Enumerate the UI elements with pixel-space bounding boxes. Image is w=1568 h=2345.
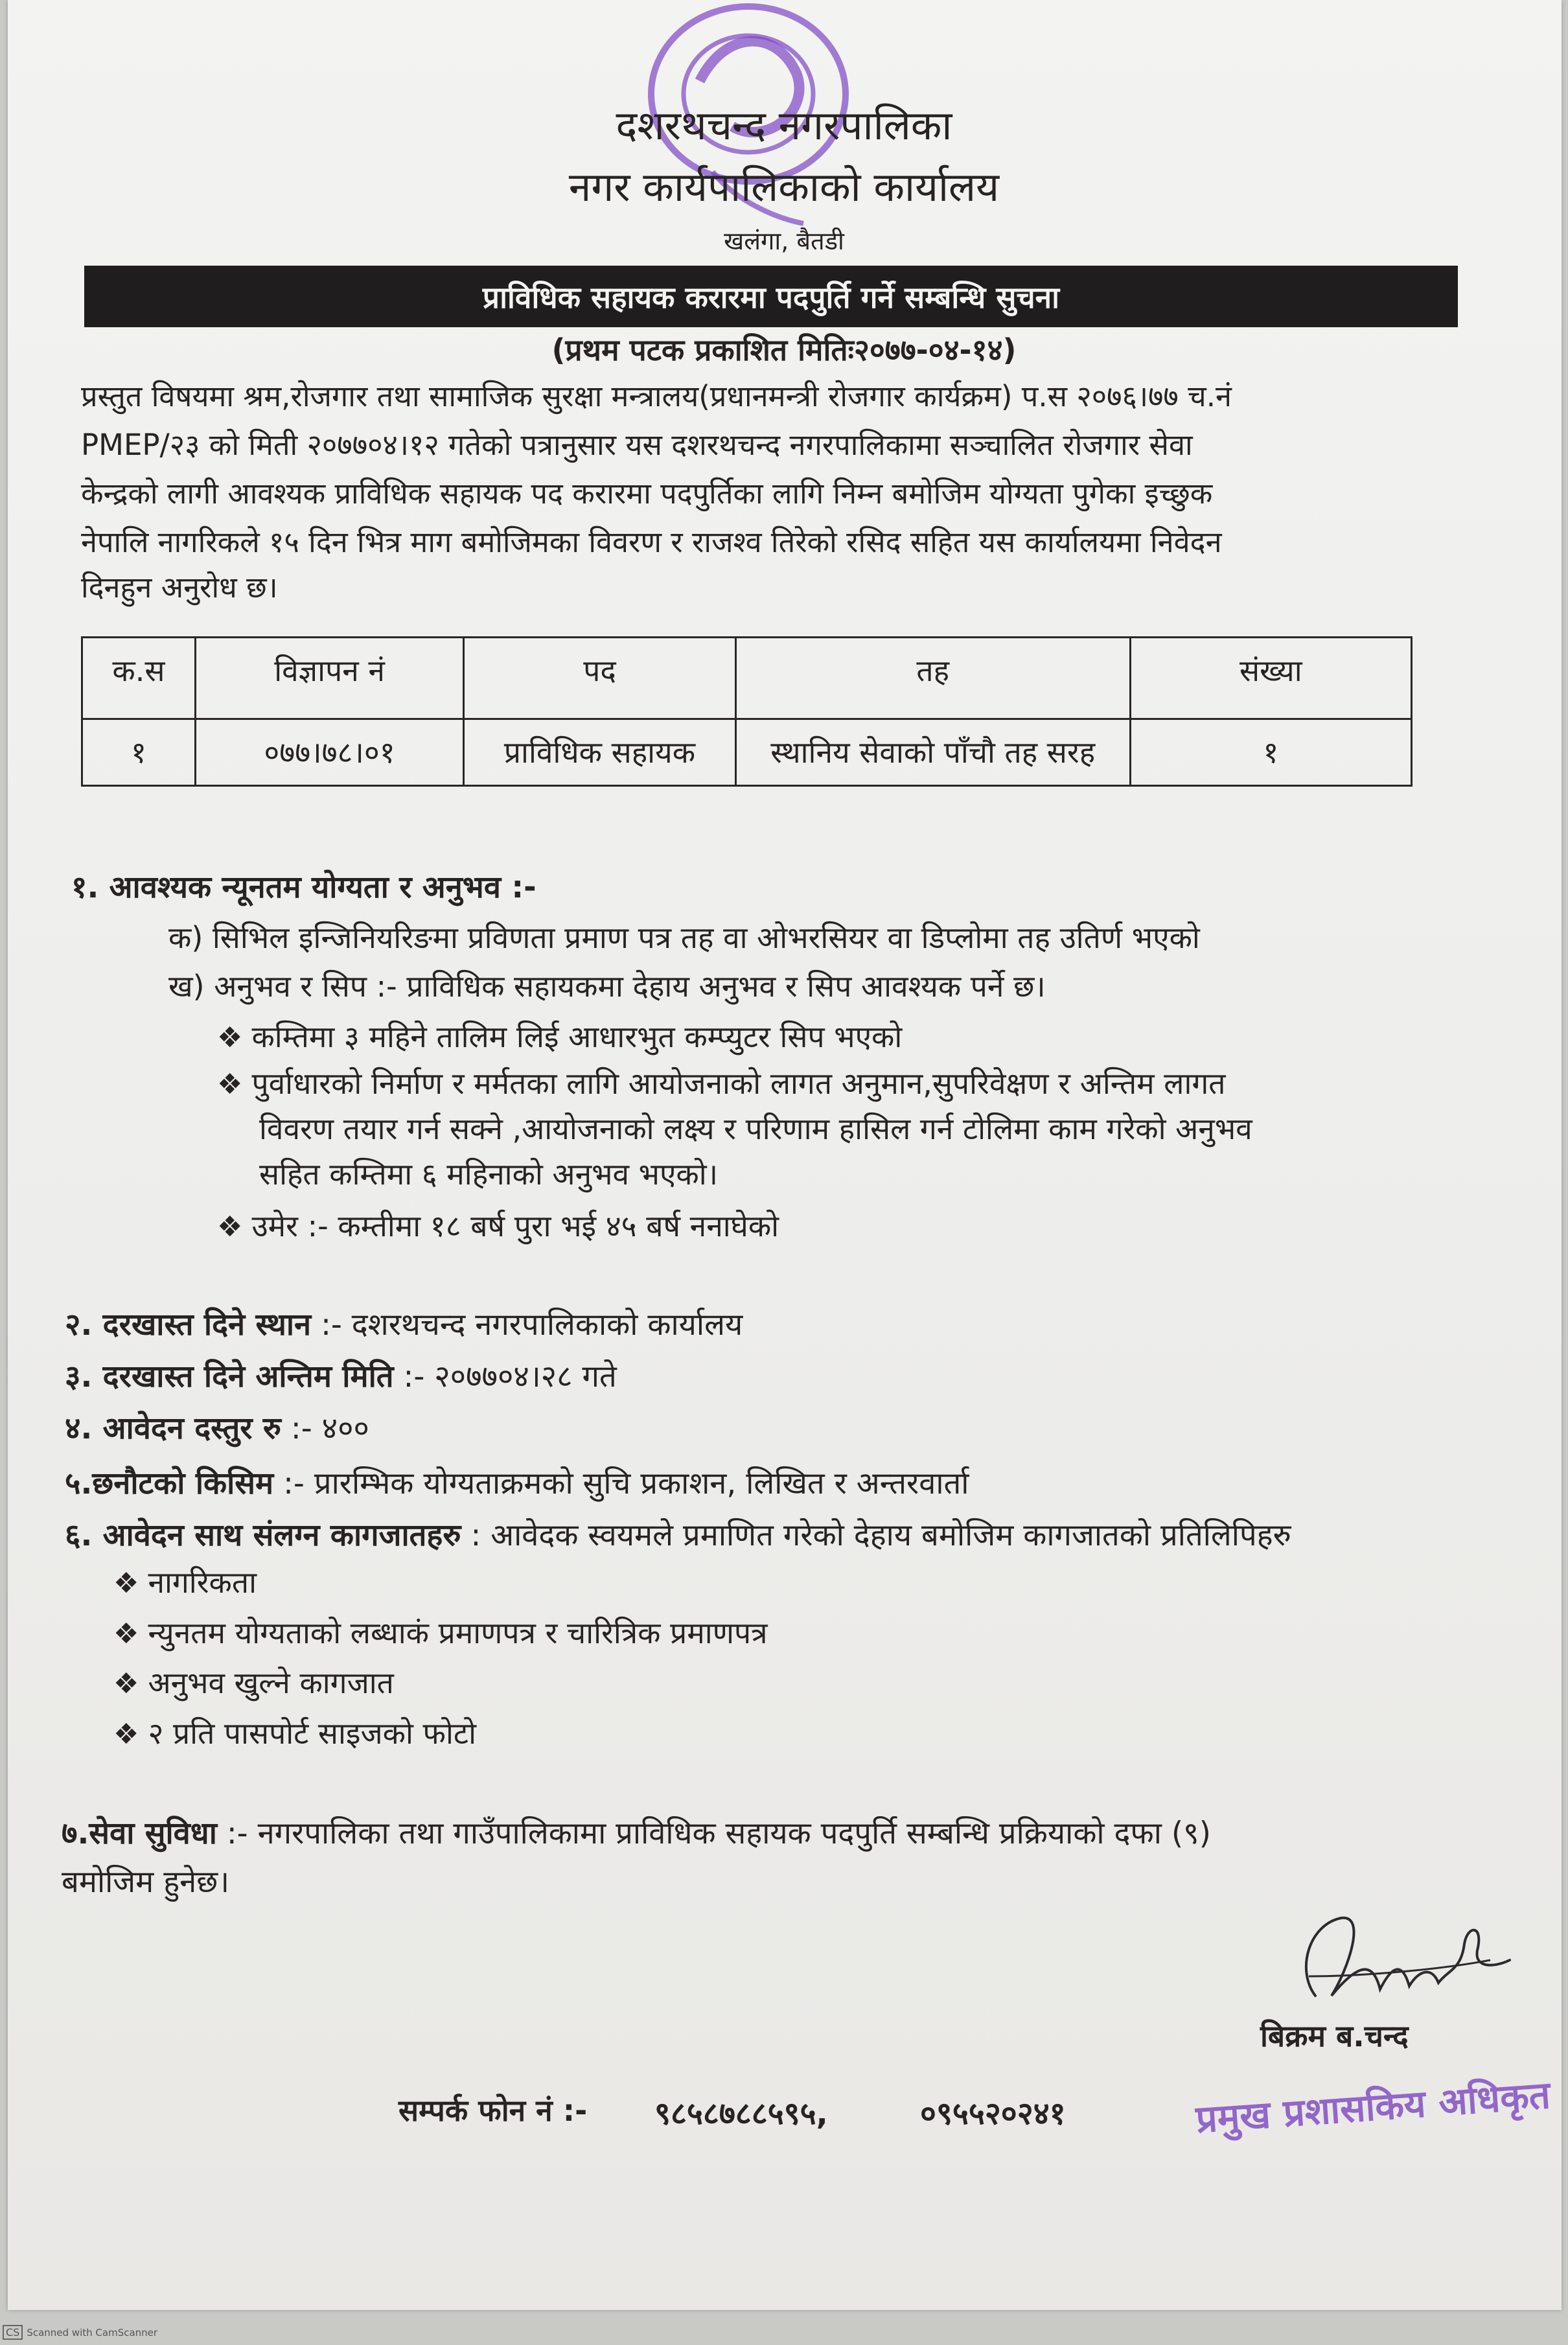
document-item-4-text: २ प्रति पासपोर्ट साइजको फोटो	[148, 1716, 476, 1751]
item-4	[65, 1406, 369, 1448]
vacancy-table	[81, 636, 1412, 787]
item-2-label: २. दरखास्त दिने स्थान	[65, 1307, 312, 1343]
document-item-3-text: अनुभव खुल्ने कागजात	[148, 1665, 394, 1700]
diamond-bullet-icon: ❖	[113, 1567, 139, 1600]
col-header-post: पद	[464, 638, 735, 719]
document-item-4	[113, 1713, 476, 1753]
document-item-3	[113, 1662, 394, 1702]
contact-phone-1: ९८५८७८८५९५,	[654, 2096, 828, 2132]
contact-label: सम्पर्क फोन नं :-	[398, 2093, 588, 2128]
office-name: नगर कार्यपालिकाको कार्यालय	[568, 163, 1000, 211]
col-header-level: तह	[735, 638, 1130, 719]
item-3	[65, 1354, 617, 1396]
document-item-1	[113, 1562, 257, 1602]
item-3-label: ३. दरखास्त दिने अन्तिम मिति	[65, 1359, 394, 1394]
item-6-value: : आवेदक स्वयमले प्रमाणित गरेको देहाय बमोजिम कागजातको प्रतिलिपिहरु	[470, 1518, 1291, 1553]
cell-count: १	[1130, 719, 1411, 786]
item-7-value-line-2: बमोजिम हुनेछ।	[62, 1864, 230, 1900]
skill-bullet-2-line-3: सहित कम्तिमा ६ महिनाको अनुभव भएको।	[259, 1157, 719, 1192]
skill-bullet-2-line-1: पुर्वाधारको निर्माण र मर्मतका लागि आयोजनाको लागत अनुमान,सुपरिवेक्षण र अन्तिम लागत	[251, 1066, 1226, 1101]
document-item-1-text: नागरिकता	[148, 1565, 257, 1600]
intro-line-3: केन्द्रको लागी आवश्यक प्राविधिक सहायक पद करारमा पदपुर्तिका लागि निम्न बमोजिम योग्यता पुगेका इच्छुक	[81, 476, 1213, 511]
scanner-text: Scanned with CamScanner	[27, 2327, 158, 2339]
item-3-value: :- २०७७०४।२८ गते	[403, 1359, 617, 1394]
intro-line-1: प्रस्तुत विषयमा श्रम,रोजगार तथा सामाजिक सुरक्षा मन्त्रालय(प्रधानमन्त्री रोजगार कार्यक्रम) प.स २०७६।७७ च.नं	[81, 379, 1232, 413]
item-6-label: ६. आवेदन साथ संलग्न कागजातहरु	[65, 1518, 461, 1553]
handwritten-signature	[1270, 1899, 1516, 2022]
requirement-a: क) सिभिल इन्जिनियरिङमा प्रविणता प्रमाण पत्र तह वा ओभरसियर वा डिप्लोमा तह उतिर्ण भएको	[168, 920, 1200, 955]
intro-line-5: दिनहुन अनुरोध छ।	[81, 570, 278, 605]
document-item-2	[113, 1612, 767, 1652]
scanner-watermark	[3, 2325, 157, 2340]
cell-sn: १	[82, 719, 196, 786]
table-header-row	[82, 638, 1412, 719]
notice-title: प्राविधिक सहायक करारमा पदपुर्ति गर्ने सम्बन्धि सुचना	[482, 279, 1060, 315]
diamond-bullet-icon: ❖	[113, 1718, 139, 1751]
cell-level: स्थानिय सेवाको पाँचौ तह सरह	[735, 719, 1130, 786]
cell-ad-number: ०७७।७८।०१	[195, 719, 463, 786]
skill-bullet-3	[217, 1205, 779, 1245]
item-7-label: ७.सेवा सुविधा	[62, 1816, 217, 1851]
item-5-label: ५.छनौटको किसिम	[65, 1466, 274, 1501]
item-5-value: :- प्रारम्भिक योग्यताक्रमको सुचि प्रकाशन, लिखित र अन्तरवार्ता	[283, 1466, 969, 1501]
diamond-bullet-icon: ❖	[217, 1210, 243, 1243]
skill-bullet-2-line-2: विवरण तयार गर्न सक्ने ,आयोजनाको लक्ष्य र परिणाम हासिल गर्न टोलिमा काम गरेको अनुभव	[259, 1111, 1252, 1146]
skill-bullet-1	[217, 1016, 902, 1056]
col-header-ad-number: विज्ञापन नं	[195, 638, 463, 719]
intro-line-4: नेपालि नागरिकले १५ दिन भित्र माग बमोजिमका विवरण र राजश्व तिरेको रसिद सहित यस कार्यालयमा निवेदन	[81, 525, 1222, 559]
signatory-name: बिक्रम ब.चन्द	[1260, 2018, 1409, 2053]
skill-bullet-3-text: उमेर :- कम्तीमा १८ बर्ष पुरा भई ४५ बर्ष ननाघेको	[251, 1208, 779, 1243]
skill-bullet-2	[217, 1063, 1226, 1103]
camscanner-logo-icon: CS	[3, 2325, 23, 2340]
col-header-count: संख्या	[1130, 638, 1411, 719]
requirements-heading: १. आवश्यक न्यूनतम योग्यता र अनुभव :-	[71, 870, 536, 905]
item-5	[65, 1461, 969, 1503]
notice-title-banner	[84, 266, 1458, 327]
municipality-name: दशरथचन्द नगरपालिका	[616, 102, 952, 149]
requirement-b: ख) अनुभव र सिप :- प्राविधिक सहायकमा देहाय अनुभव र सिप आवश्यक पर्ने छ।	[168, 969, 1046, 1004]
item-6	[65, 1513, 1291, 1554]
cell-post: प्राविधिक सहायक	[464, 719, 735, 786]
item-4-label: ४. आवेदन दस्तुर रु	[65, 1411, 281, 1446]
intro-line-2: PMEP/२३ को मिती २०७७०४।१२ गतेको पत्रानुसार यस दशरथचन्द नगरपालिकामा सञ्चालित रोजगार सेवा	[81, 428, 1193, 462]
diamond-bullet-icon: ❖	[217, 1021, 243, 1054]
item-4-value: :- ४००	[290, 1411, 369, 1446]
diamond-bullet-icon: ❖	[113, 1617, 139, 1650]
item-7	[62, 1811, 1211, 1853]
col-header-sn: क.स	[82, 638, 196, 719]
diamond-bullet-icon: ❖	[113, 1667, 139, 1700]
office-address: खलंगा, बैतडी	[724, 227, 844, 255]
document-item-2-text: न्युनतम योग्यताको लब्धाकं प्रमाणपत्र र चारित्रिक प्रमाणपत्र	[148, 1615, 768, 1650]
item-2	[65, 1302, 743, 1344]
table-row	[82, 719, 1412, 786]
item-7-value-line-1: :- नगरपालिका तथा गाउँपालिकामा प्राविधिक सहायक पदपुर्ति सम्बन्धि प्रक्रियाको दफा (९)	[226, 1816, 1211, 1851]
skill-bullet-1-text: कम्तिमा ३ महिने तालिम लिई आधारभुत कम्प्युटर सिप भएको	[251, 1019, 903, 1054]
diamond-bullet-icon: ❖	[217, 1068, 243, 1101]
contact-phone-2: ०९५५२०२४१	[920, 2096, 1066, 2132]
item-2-value: :- दशरथचन्द नगरपालिकाको कार्यालय	[321, 1307, 743, 1343]
publication-date: (प्रथम पटक प्रकाशित मितिः२०७७-०४-१४)	[551, 332, 1017, 367]
designation-stamp: प्रमुख प्रशासकिय अधिकृत	[1194, 2072, 1552, 2142]
